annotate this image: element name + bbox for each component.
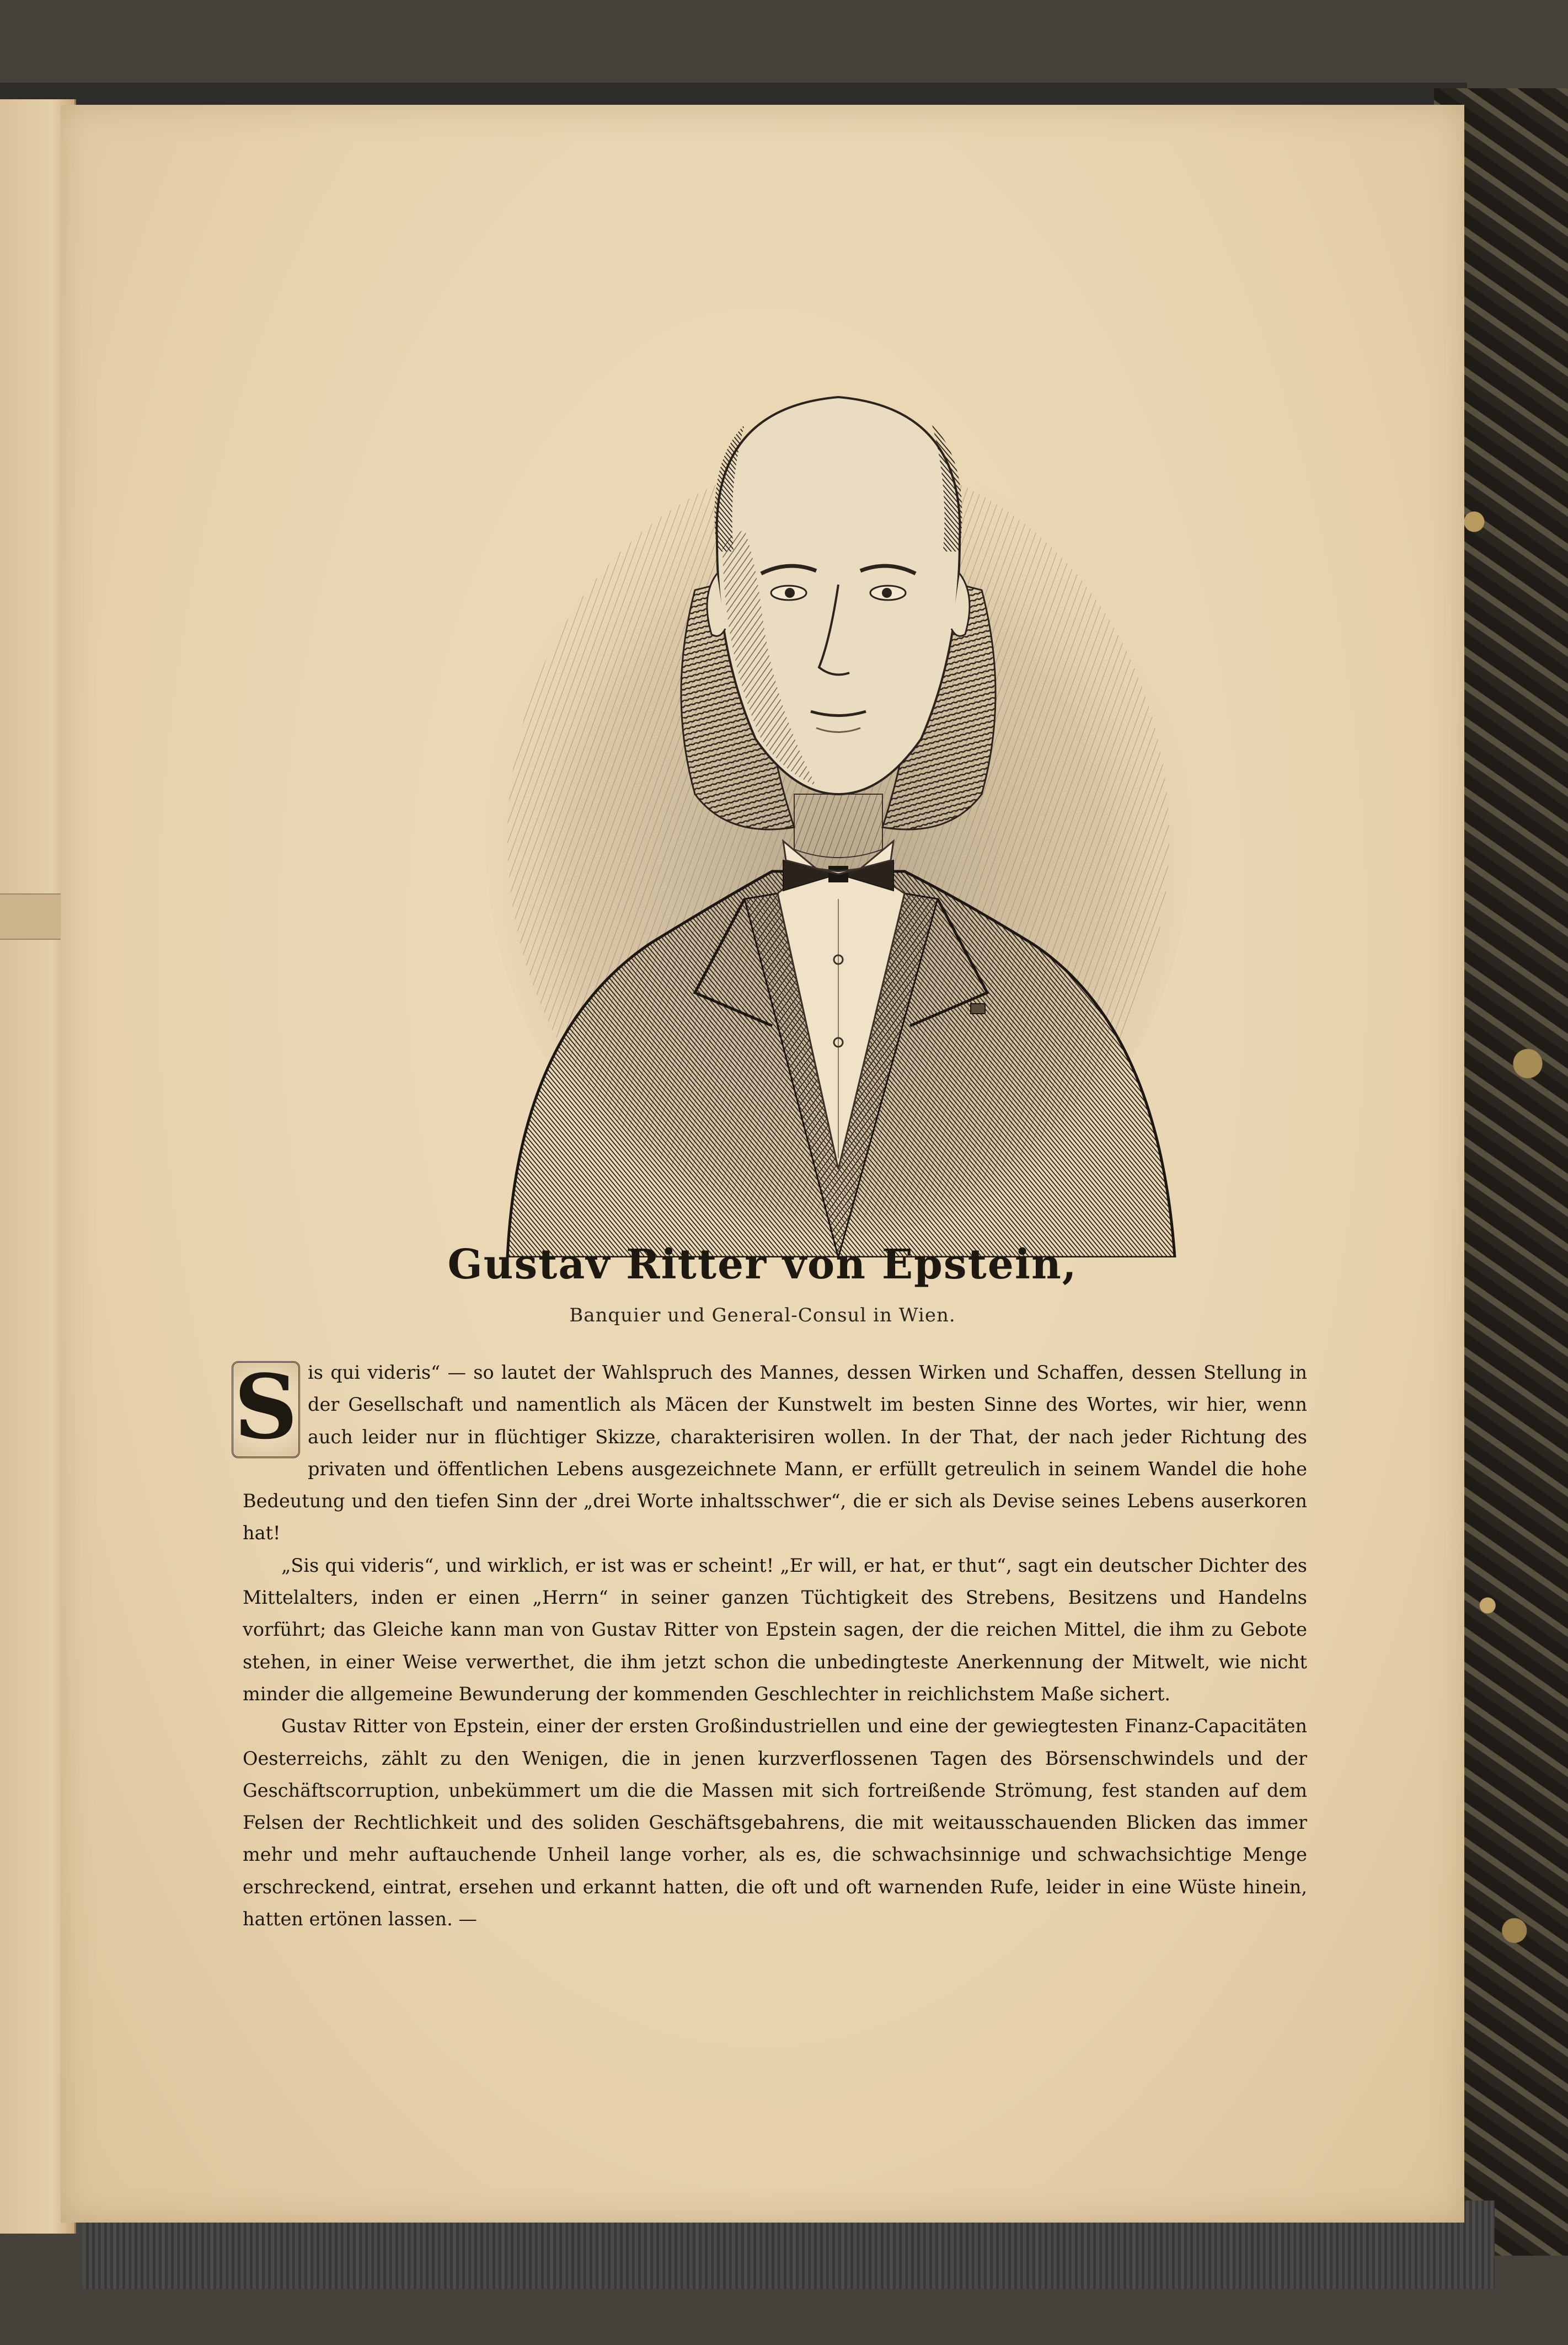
book-page — [61, 105, 1464, 2223]
engraved-portrait — [485, 342, 1191, 1257]
paragraph-3: Gustav Ritter von Epstein, einer der ersten Großindustriellen und eine der gewiegtesten Finanz-Capacitäten Oesterreichs, zählt zu den Wenigen, die in jenen kurzverflossenen Tagen des Börsenschwindels und der Geschäftscorruption, unbekümmert um die die Massen mit sich fortreißende Strömung, fest standen auf dem Felsen der Rechtlichkeit und des soliden Geschäftsgebahrens, die mit weitausschauenden Blicken das immer mehr und mehr auftauchende Unheil lange vorher, als es, die schwachsinnige und schwachsichtige Menge erschreckend, eintrat, ersehen und erkannt hatten, die oft und oft warnenden Rufe, leider in eine Wüste hinein, hatten ertönen lassen. — — [243, 1715, 1307, 1930]
ornamental-initial: S — [232, 1361, 300, 1458]
paragraph-2: „Sis qui videris“, und wirklich, er ist was er scheint! „Er will, er hat, er thut“, sagt ein deutscher Dichter des Mittelalters, inden er einen „Herrn“ in seiner ganzen Tüchtigkeit des Strebens, Besitzens und Handelns vorführt; das Gleiche kann man von Gustav Ritter von Epstein sagen, der die reichen Mittel, die ihm zu Gebote stehen, in einer Weise verwerthet, die ihm jetzt schon die unbedingteste Anerkennung der Mitwelt, wie nicht minder die allgemeine Bewunderung der kommenden Geschlechter in reichlichstem Maße sichert. — [243, 1554, 1307, 1705]
portrait-subtitle: Banquier und General-Consul in Wien. — [569, 1304, 956, 1326]
article-body — [234, 1355, 1307, 1935]
paragraph-1 — [234, 1355, 1307, 1550]
paragraph-1-text: is qui videris“ — so lautet der Wahlspruch des Mannes, dessen Wirken und Schaffen, dessen Stellung in der Gesellschaft und namentlich als Mäcen der Kunstwelt im besten Sinne des Wortes, wir hier, wenn auch leider nur in flüchtiger Skizze, charakterisiren wollen. In der That, der nach jeder Richtung des privaten und öffentlichen Lebens ausgezeichnete Mann, er erfüllt getreulich in seinem Wandel die hohe Bedeutung und den tiefen Sinn der „drei Worte inhaltsschwer“, die er sich als Devise seines Lebens auserkoren hat! — [243, 1362, 1307, 1544]
portrait-title: Gustav Ritter von Epstein, — [447, 1241, 1078, 1288]
